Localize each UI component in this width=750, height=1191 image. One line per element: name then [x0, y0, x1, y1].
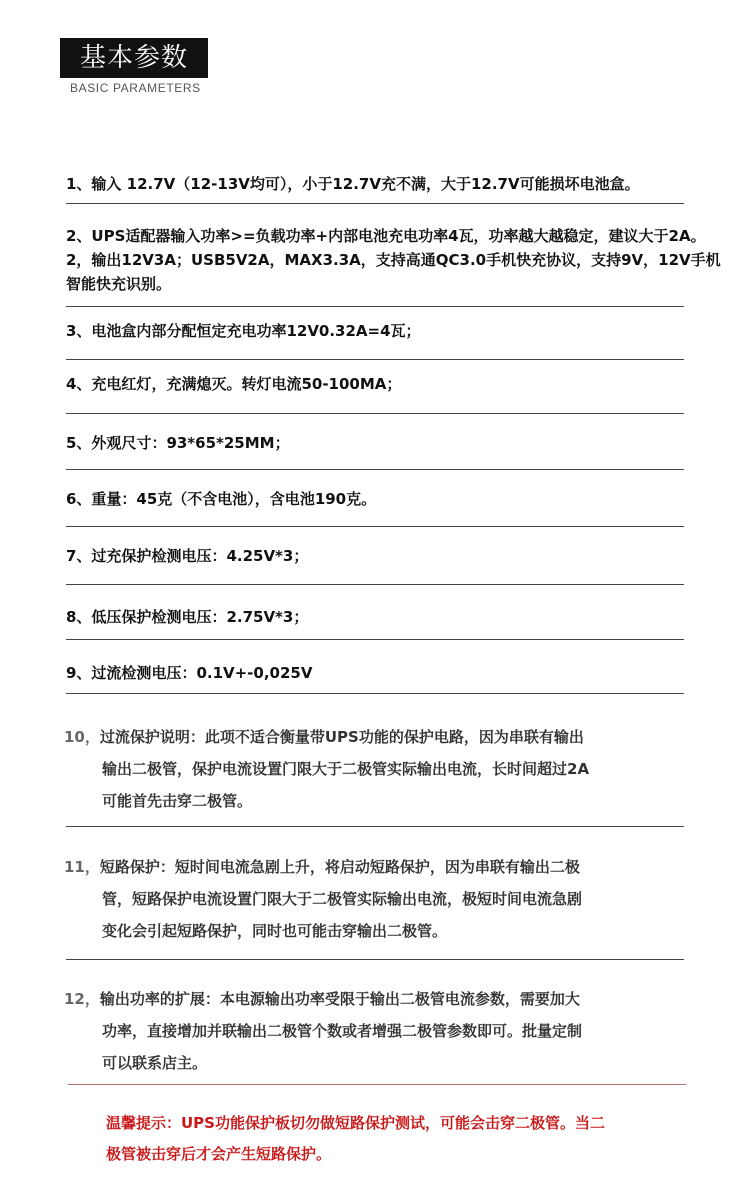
note-10: [64, 721, 704, 817]
divider: [66, 306, 684, 307]
divider: [66, 959, 684, 960]
param-item-4: 4、充电红灯，充满熄灭。转灯电流50-100MA；: [66, 375, 402, 393]
warning-line: 极管被击穿后才会产生短路保护。: [106, 1145, 332, 1163]
divider: [66, 413, 684, 414]
param-item-7: 7、过充保护检测电压：4.25V*3；: [66, 547, 309, 565]
divider: [66, 584, 684, 585]
param-item-6: 6、重量：45克（不含电池），含电池190克。: [66, 490, 377, 508]
divider: [68, 1084, 686, 1085]
warning-notice: [106, 1108, 716, 1170]
note-text: 过流保护说明：此项不适合衡量带UPS功能的保护电路，因为串联有输出: [99, 728, 584, 746]
param-item-3: 3、电池盒内部分配恒定充电功率12V0.32A=4瓦；: [66, 322, 421, 340]
param-item-5: 5、外观尺寸：93*65*25MM；: [66, 434, 290, 452]
param-item-9: 9、过流检测电压：0.1V+-0,025V: [66, 664, 313, 682]
note-text: 可以联系店主。: [102, 1054, 208, 1072]
param-item-8: 8、低压保护检测电压：2.75V*3；: [66, 608, 309, 626]
divider: [66, 469, 684, 470]
note-12: [64, 983, 704, 1079]
note-11: [64, 851, 704, 947]
note-number: 12，: [64, 990, 100, 1008]
note-text: 功率，直接增加并联输出二极管个数或者增强二极管参数即可。批量定制: [102, 1022, 583, 1040]
divider: [66, 639, 684, 640]
note-number: 11，: [64, 858, 100, 876]
note-number: 10，: [64, 728, 100, 746]
divider: [66, 203, 684, 204]
section-title: 基本参数: [60, 38, 208, 78]
param-item-1: 1、输入 12.7V（12-13V均可），小于12.7V充不满，大于12.7V可能损坏电池盒。: [66, 175, 640, 193]
divider: [66, 826, 684, 827]
note-text: 短路保护：短时间电流急剧上升，将启动短路保护，因为串联有输出二极: [99, 858, 580, 876]
divider: [66, 359, 684, 360]
note-text: 变化会引起短路保护，同时也可能击穿输出二极管。: [102, 922, 448, 940]
note-text: 输出二极管，保护电流设置门限大于二极管实际输出电流，长时间超过2A: [102, 760, 590, 778]
divider: [66, 693, 684, 694]
divider: [66, 526, 684, 527]
note-text: 可能首先击穿二极管。: [102, 792, 253, 810]
note-text: 管，短路保护电流设置门限大于二极管实际输出电流，极短时间电流急剧: [102, 890, 583, 908]
warning-line: 温馨提示：UPS功能保护板切勿做短路保护测试，可能会击穿二极管。当二: [106, 1114, 605, 1132]
param-item-2: 2、UPS适配器输入功率>=负载功率+内部电池充电功率4瓦，功率越大越稳定，建议大于2A。2，输出12V3A；USB5V2A，MAX3.3A，支持高通QC3.0手机快充协议，支持9V，12V手机智能快充识别。: [66, 227, 721, 293]
note-text: 输出功率的扩展：本电源输出功率受限于输出二极管电流参数，需要加大: [99, 990, 580, 1008]
section-subtitle: BASIC PARAMETERS: [70, 81, 201, 95]
